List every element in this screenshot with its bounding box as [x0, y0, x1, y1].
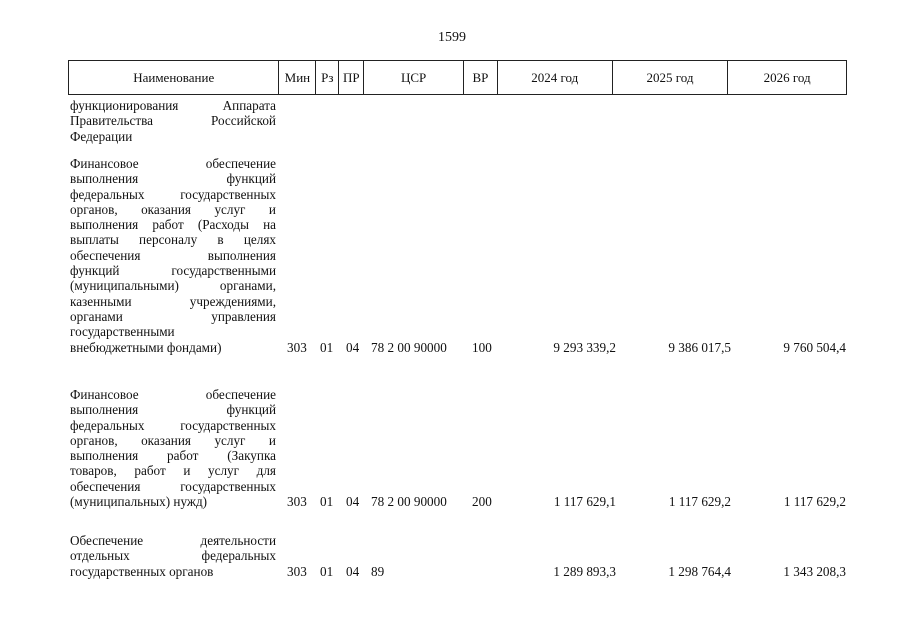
- page-number: 1599: [438, 30, 466, 45]
- row-name-line: обеспечения выполнения: [70, 247, 276, 263]
- cell-2025: 1 117 629,2: [668, 494, 731, 510]
- cell-min: 303: [287, 563, 307, 579]
- cell-vr: 200: [472, 494, 492, 510]
- row-name-line: выполнения функций: [70, 171, 276, 187]
- row-name-line: выполнения работ (Расходы на: [70, 217, 276, 233]
- row-name-line: выплаты персоналу в целях: [70, 232, 276, 248]
- cell-pr: 04: [346, 563, 360, 579]
- header-vr: ВР: [464, 61, 498, 94]
- cell-vr: 100: [472, 339, 492, 355]
- cell-min: 303: [287, 339, 307, 355]
- cell-min: 303: [287, 494, 307, 510]
- cell-csr: 78 2 00 90000: [371, 339, 447, 355]
- header-2026: 2026 год: [763, 69, 811, 85]
- row-name: [70, 156, 276, 355]
- cell-csr: 89: [371, 563, 385, 579]
- row-name-line: органов, оказания услуг и: [70, 201, 276, 217]
- header-csr: ЦСР: [364, 61, 464, 94]
- row-name-line: внебюджетными фондами): [70, 339, 222, 355]
- cell-2026: 1 343 208,3: [783, 563, 846, 579]
- row-name-line: (муниципальными) органами,: [70, 278, 276, 294]
- cell-rz: 01: [320, 339, 334, 355]
- row-name-line: казенными учреждениями,: [70, 293, 276, 309]
- cell-2024: 1 117 629,1: [553, 494, 616, 510]
- row-name-line: Финансовое обеспечение: [70, 387, 276, 402]
- row-name-line: Федерации: [70, 128, 133, 144]
- row-name-line: федеральных государственных: [70, 186, 276, 202]
- cell-rz: 01: [320, 563, 334, 579]
- row-name-line: отдельных федеральных: [70, 548, 276, 564]
- cell-2025: 9 386 017,5: [668, 339, 731, 355]
- row-name-line: федеральных государственных: [70, 417, 276, 433]
- cell-pr: 04: [346, 339, 360, 355]
- cell-2026: 9 760 504,4: [783, 339, 846, 355]
- row-name-line: выполнения работ (Закупка: [70, 448, 276, 464]
- header-2025: 2025 год: [613, 61, 729, 94]
- row-name-line: Обеспечение деятельности: [70, 533, 276, 548]
- row-name-line: государственными: [70, 324, 175, 340]
- row-name-line: органами управления: [70, 308, 276, 324]
- row-name-line: функционирования Аппарата: [70, 98, 276, 113]
- row-name-line: обеспечения государственных: [70, 478, 276, 494]
- row-name: [70, 387, 276, 509]
- row-name-line: Правительства Российской: [70, 113, 276, 129]
- row-name-line: товаров, работ и услуг для: [70, 463, 276, 479]
- cell-2025: 1 298 764,4: [668, 563, 731, 579]
- header-2024: 2024 год: [498, 61, 613, 94]
- cell-2026: 1 117 629,2: [783, 494, 846, 510]
- table-header: [68, 60, 847, 95]
- header-pr: ПР: [339, 61, 364, 94]
- row-name-line: органов, оказания услуг и: [70, 432, 276, 448]
- header-name: Наименование: [69, 61, 279, 94]
- row-name-line: (муниципальных) нужд): [70, 494, 208, 510]
- header-rz: Рз: [316, 61, 339, 94]
- row-name-line: выполнения функций: [70, 402, 276, 418]
- row-name: [70, 98, 276, 144]
- row-name-line: функций государственными: [70, 263, 276, 279]
- cell-2024: 9 293 339,2: [553, 339, 616, 355]
- cell-csr: 78 2 00 90000: [371, 494, 447, 510]
- row-name-line: государственных органов: [70, 563, 214, 579]
- row-name: [70, 533, 276, 579]
- cell-pr: 04: [346, 494, 360, 510]
- header-min: Мин: [279, 61, 316, 94]
- cell-rz: 01: [320, 494, 334, 510]
- cell-2024: 1 289 893,3: [553, 563, 616, 579]
- row-name-line: Финансовое обеспечение: [70, 156, 276, 171]
